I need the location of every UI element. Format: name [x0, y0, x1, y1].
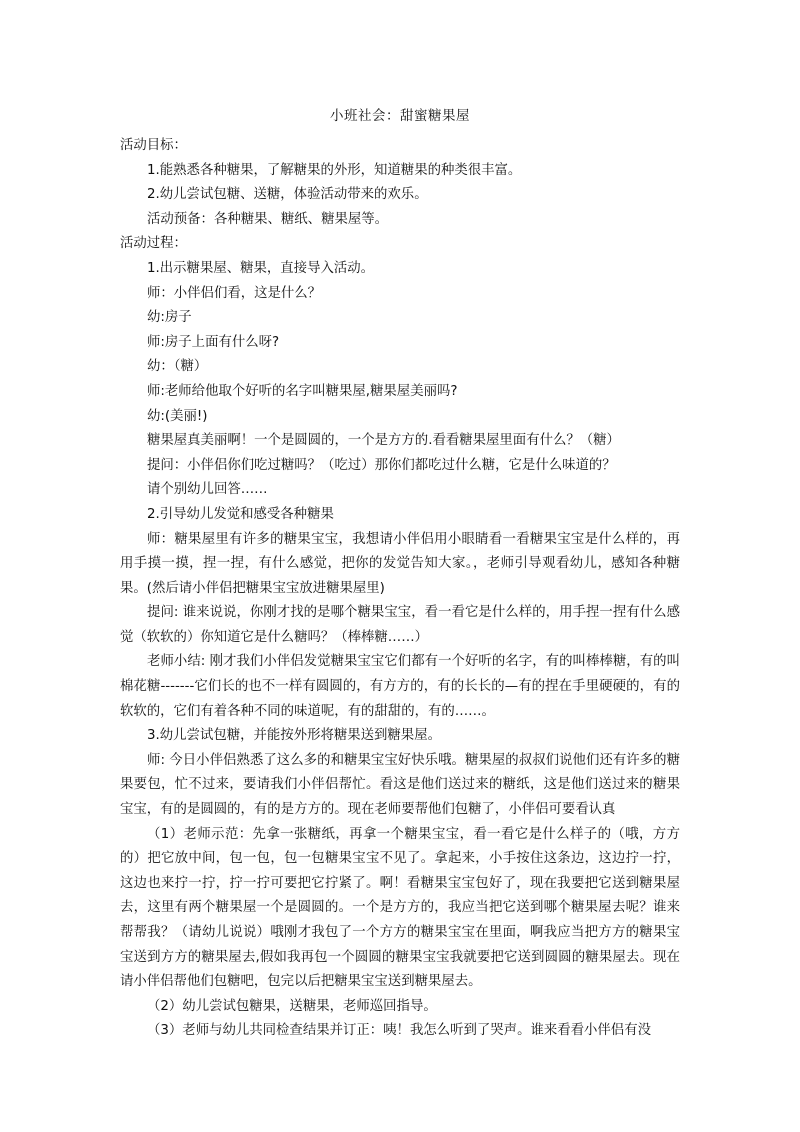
- doc-body: [120, 134, 680, 1044]
- dialogue-line: 幼:房子: [147, 310, 192, 326]
- goal-item: 1.能熟悉各种糖果，了解糖果的外形，知道糖果的种类很丰富。: [147, 162, 522, 178]
- dialogue-line: 师：小伴侣们看，这是什么？: [147, 285, 322, 301]
- body-paragraph: （3）老师与幼儿共同检查结果并订正：咦！我怎么听到了哭声。谁来看看小伴侣有没: [147, 1023, 651, 1039]
- doc-title: 小班社会：甜蜜糖果屋: [330, 108, 470, 124]
- dialogue-line: 糖果屋真美丽啊！一个是圆圆的，一个是方方的.看看糖果屋里面有什么？（糖）: [147, 433, 620, 449]
- body-paragraph: 老师小结: 刚才我们小伴侣发觉糖果宝宝它们都有一个好听的名字，有的叫棒棒糖，有的叫棉花糖-------它们长的也不一样有圆圆的，有方方的，有的长长的—有的捏在手里硬硬的，有的软软的，它们有着各种不同的味道呢，有的甜甜的，有的……。: [120, 654, 680, 719]
- section-heading-goals: 活动目标：: [120, 138, 187, 153]
- dialogue-line: 师:房子上面有什么呀?: [147, 334, 280, 350]
- goal-item: 2.幼儿尝试包糖、送糖，体验活动带来的欢乐。: [147, 187, 428, 203]
- dialogue-line: 请个别幼儿回答……: [147, 482, 268, 498]
- body-paragraph: 提问: 谁来说说，你刚才找的是哪个糖果宝宝，看一看它是什么样的，用手捏一捏有什么感觉（软软的）你知道它是什么糖吗？（棒棒糖……）: [120, 605, 680, 645]
- dialogue-line: 提问：小伴侣你们吃过糖吗？（吃过）那你们都吃过什么糖，它是什么味道的？: [147, 457, 616, 473]
- body-paragraph: （2）幼儿尝试包糖果，送糖果，老师巡回指导。: [147, 998, 437, 1014]
- step-heading: 2.引导幼儿发觉和感受各种糖果: [147, 506, 334, 522]
- body-paragraph: 师: 今日小伴侣熟悉了这么多的和糖果宝宝好快乐哦。糖果屋的叔叔们说他们还有许多的糖果要包，忙不过来，要请我们小伴侣帮忙。看这是他们送过来的糖纸，这是他们送过来的糖果宝宝，有的是圆圆的，有的是方方的。现在老师要帮他们包糖了，小伴侣可要看认真: [120, 752, 680, 818]
- step-heading: 1.出示糖果屋、糖果，直接导入活动。: [147, 260, 375, 276]
- body-paragraph: 师：糖果屋里有许多的糖果宝宝，我想请小伴侣用小眼睛看一看糖果宝宝是什么样的，再用手摸一摸，捏一捏，有什么感觉，把你的发觉告知大家。，老师引导观看幼儿，感知各种糖果。(然后请小伴侣把糖果宝宝放进糖果屋里): [120, 531, 680, 596]
- dialogue-line: 幼:(美丽!): [147, 408, 208, 424]
- body-paragraph: （1）老师示范：先拿一张糖纸，再拿一个糖果宝宝，看一看它是什么样子的（哦，方方的）把它放中间，包一包，包一包糖果宝宝不见了。拿起来，小手按住这条边，这边拧一拧，这边也来拧一拧，拧一拧可要把它拧紧了。啊！看糖果宝宝包好了，现在我要把它送到糖果屋去，这里有两个糖果屋一个是圆圆的。一个是方方的，我应当把它送到哪个糖果屋去呢？谁来帮帮我？（请幼儿说说）哦刚才我包了一个方方的糖果宝宝在里面，啊我应当把方方的糖果宝宝送到方方的糖果屋去,假如我再包一个圆圆的糖果宝宝我就要把它送到圆圆的糖果屋去。现在请小伴侣帮他们包糖吧，包完以后把糖果宝宝送到糖果屋去。: [120, 826, 680, 990]
- section-heading-process: 活动过程：: [120, 236, 187, 252]
- preparation-line: 活动预备：各种糖果、糖纸、糖果屋等。: [147, 211, 389, 227]
- dialogue-line: 师:老师给他取个好听的名字叫糖果屋,糖果屋美丽吗?: [147, 383, 458, 399]
- step-heading: 3.幼儿尝试包糖，并能按外形将糖果送到糖果屋。: [147, 728, 441, 744]
- dialogue-line: 幼：（糖）: [147, 359, 208, 375]
